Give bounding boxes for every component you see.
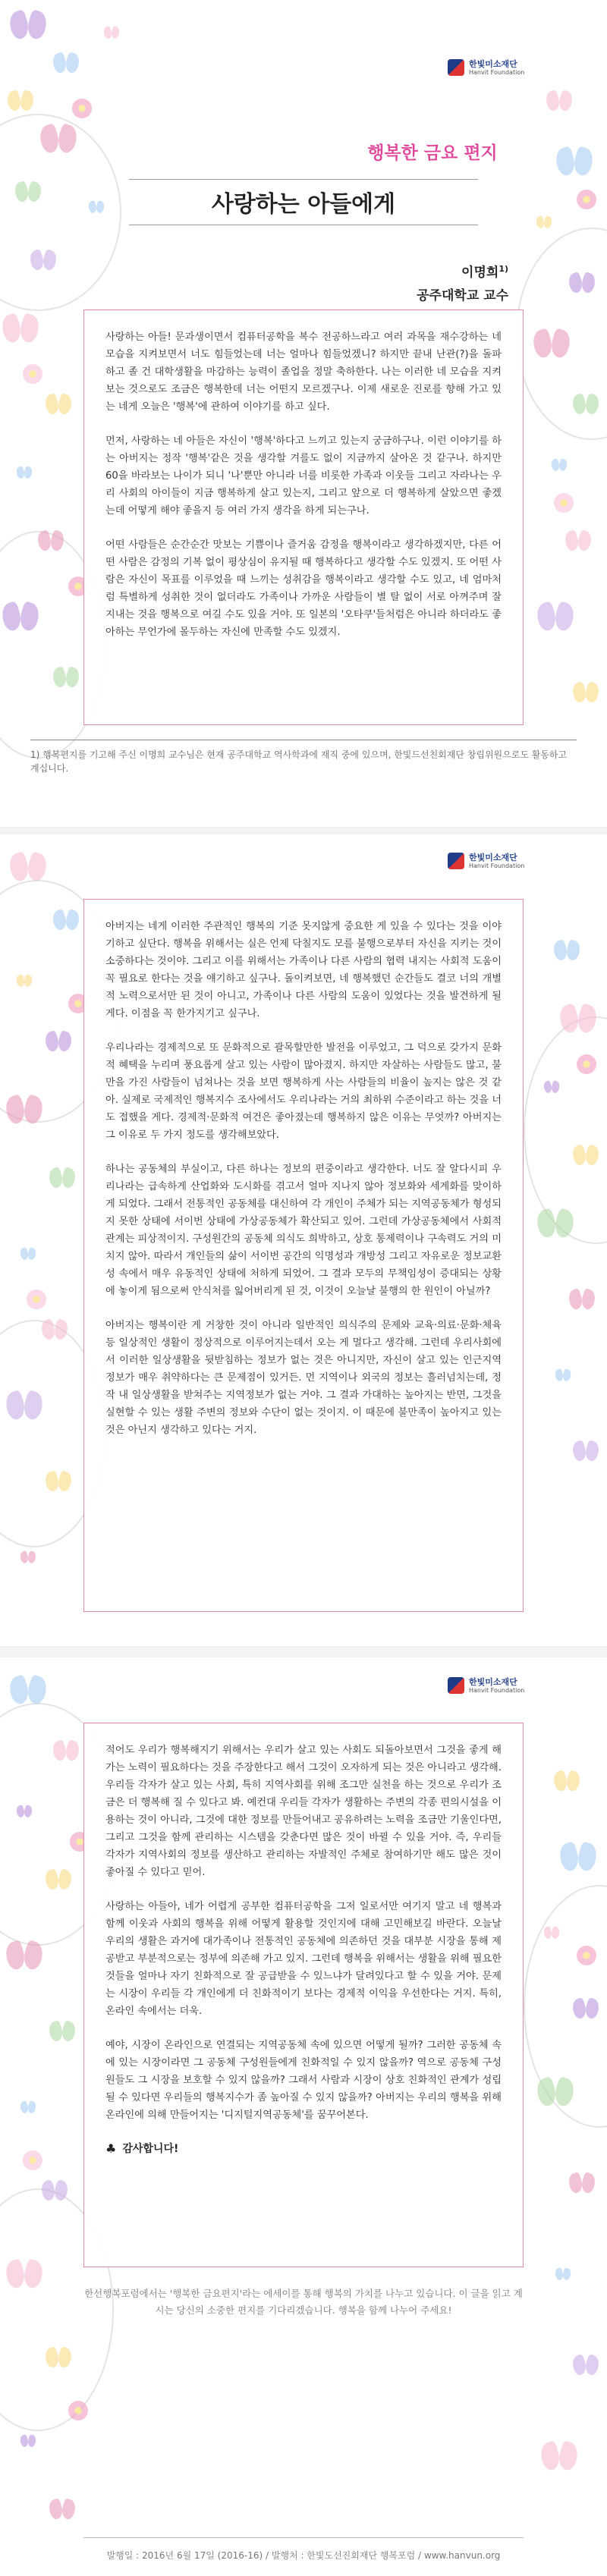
flower-icon (577, 1054, 596, 1074)
logo-name-en: Hanvit Foundation (469, 68, 525, 76)
butterfly-icon (555, 1369, 571, 1381)
butterfly-icon (544, 1927, 559, 1939)
butterfly-icon (2, 315, 39, 342)
butterfly-icon (20, 2101, 36, 2113)
letter-body-box (83, 899, 524, 1612)
butterfly-icon (8, 91, 33, 111)
title-top-rule (129, 179, 478, 180)
footnote-mark: 1) (498, 264, 508, 274)
butterfly-icon (49, 2022, 75, 2041)
butterfly-icon (554, 1771, 580, 1791)
butterfly-icon (42, 2181, 68, 2201)
logo-name-en: Hanvit Foundation (469, 862, 525, 869)
foundation-logo (448, 1673, 577, 1698)
author-affiliation: 공주대학교 교수 (417, 287, 508, 303)
author-name: 이명희 (461, 265, 499, 281)
logo-name-en: Hanvit Foundation (469, 1686, 525, 1694)
butterfly-icon (546, 91, 572, 111)
butterfly-icon (49, 2499, 75, 2519)
foundation-logo-icon (448, 1677, 464, 1694)
foundation-logo-icon (448, 853, 464, 869)
butterfly-icon (537, 1210, 574, 1237)
butterfly-icon (2, 603, 39, 630)
butterfly-icon (20, 1551, 36, 1563)
butterfly-icon (560, 1843, 596, 1871)
logo-name-ko: 한빛미소재단 (469, 1676, 517, 1687)
butterfly-icon (573, 2355, 599, 2375)
flower-icon (554, 493, 574, 513)
butterfly-icon (536, 216, 552, 228)
butterfly-icon (10, 11, 46, 39)
butterfly-icon (20, 2435, 36, 2447)
butterfly-icon (89, 201, 104, 213)
paragraph: 우리나라는 경제적으로 또 문화적으로 괄목할만한 발전을 이루었고, 그 덕으로 갖가지 문화적 혜택을 누리며 풍요롭게 살고 있는 사람이 많아졌지. 하지만 자살하는 사람들도 많고, 불만을 가진 사람들이 넘쳐나는 것을 보면 행복하게 사는 사람들의 비율이 높지는 않은 것 같아. 실제로 국제적인 행복지수 조사에서도 우리나라는 거의 최하위 수준이라고 하는 것을 너도 접했을 게다. 경제적·문화적 여건은 좋아졌는데 행복하지 않은 이유는 무엇까? 아버지는 그 이유로 두 가지 정도를 생각해보았다. (105, 1042, 502, 1141)
paragraph: 사랑하는 아들! 문과생이면서 컴퓨터공학을 복수 전공하느라고 여러 과목을 재수강하는 네 모습을 지켜보면서 너도 힘들었는데 너는 얼마나 힘들었겠니? 하지만 끝내 난관(?)을 돌파하고 졸 건 대학생활을 마감하는 능력이 졸업을 정말 축하한다. 나는 이러한 네 모습을 지켜보는 것으로도 조금은 행복한데 너는 어떤지 모르겠구나. 이제 새로운 진로를 향해 가고 있는 네게 오늘은 '행복'에 관하여 이야기를 하고 싶다. (105, 331, 502, 413)
butterfly-icon (49, 1168, 75, 1188)
butterfly-icon (6, 1392, 42, 1419)
butterfly-icon (40, 125, 77, 152)
butterfly-icon (30, 250, 56, 270)
letter-page-1 (0, 0, 607, 827)
butterfly-icon (42, 1320, 68, 1340)
thanks-text: 감사합니다! (122, 2143, 179, 2155)
butterfly-icon (533, 330, 570, 357)
flower-icon (577, 1946, 596, 1965)
closing-message: 한선행복포럼에서는 '행복한 금요편지'라는 에세이를 통해 행복의 가치를 나누고 있습니다. 이 글을 읽고 계시는 당신의 소중한 편지를 기다리겠습니다. 행복을 함께 나누어 주세요! (84, 2288, 523, 2316)
butterfly-icon (53, 1741, 79, 1761)
flower-icon (68, 2401, 88, 2420)
flower-icon (27, 1290, 46, 1309)
letter-body-box (83, 309, 524, 725)
butterfly-icon (544, 1081, 559, 1093)
page-title: 사랑하는 아들에게 (211, 191, 396, 218)
butterfly-icon (6, 1942, 42, 1969)
butterfly-icon (569, 1290, 595, 1309)
butterfly-icon (573, 1441, 599, 1461)
publish-rule (83, 2537, 524, 2538)
butterfly-icon (46, 394, 71, 414)
spade-icon: ♣ (105, 2141, 117, 2156)
series-title: 행복한 금요 편지 (367, 143, 498, 163)
butterfly-icon (554, 941, 580, 960)
butterfly-icon (537, 603, 574, 630)
paragraph: 아버지는 네게 이러한 주관적인 행복의 기준 못지않게 중요한 게 있을 수 있다는 것을 이야기하고 싶단다. 행복을 위해서는 실은 언제 닥칠지도 모를 불행으로부터 자신을 지키는 것이 소중하다는 것이야. 그리고 이를 위해서는 가족이나 다른 사람의 협력 내지는 사회적 도움이 꼭 필요로 한다는 것을 얘기하고 싶구나. 돌이켜보면, 네 행복했던 순간들도 결코 너의 개별적 노력으로서만 된 것이 아니고, 가족이나 다른 사람의 도움이 있었다는 것을 발견하게 될 게다. 이점을 꼭 한가지기고 싶구나. (105, 921, 502, 1019)
butterfly-icon (537, 2078, 574, 2106)
foundation-logo-icon (448, 59, 464, 76)
foundation-logo (448, 55, 577, 80)
logo-name-ko: 한빛미소재단 (469, 852, 517, 862)
butterfly-icon (46, 1870, 71, 1890)
butterfly-icon (53, 668, 79, 687)
foundation-logo (448, 848, 577, 874)
page-divider (0, 1646, 607, 1657)
butterfly-icon (6, 1096, 42, 1123)
butterfly-icon (53, 910, 79, 930)
flower-icon (23, 364, 42, 384)
butterfly-icon (565, 531, 591, 551)
paragraph: 적어도 우리가 행복해지기 위해서는 우리가 살고 있는 사회도 되돌아보면서 그것을 좋게 해가는 노력이 필요하다는 것을 주장한다고 해서 그것이 오자하게 되는 것은 아니라고 생각해. 우리들 각자가 살고 있는 사회, 특히 지역사회를 위해 조그만 실천을 하는 것으로 우리가 조금은 더 행복해 질 수 있다고 봐. 예컨대 우리들 각자가 생활하는 주변의 각종 편의시설을 이용하는 것이 아니라, 그것에 대한 정보를 만들어내고 공유하려는 노력을 조금만 기울인다면, 그리고 그것을 함께 관리하는 시스템을 갖춘다면 많은 것이 바뀔 수 있을 거야. 즉, 우리들 각자가 지역사회의 정보를 생산하고 관리하는 자발적인 주체로 참여하기만 해도 많은 것이 좋아질 수 있다고 믿어. (105, 1745, 502, 1878)
footnote: 1) 행복편지를 기고해 주신 이명희 교수님은 현재 공주대학교 역사학과에 재직 중에 있으며, 한빛드선친회재단 창립위원으로도 활동하고 계십니다. (30, 740, 577, 775)
letter-page-2 (0, 834, 607, 1646)
butterfly-icon (10, 853, 46, 881)
butterfly-icon (573, 1145, 599, 1165)
butterfly-icon (104, 27, 119, 39)
flower-icon (23, 2150, 42, 2170)
butterfly-icon (569, 2173, 595, 2193)
flower-icon (72, 99, 92, 118)
paragraph: 사랑하는 아들아, 네가 어렵게 공부한 컴퓨터공학을 그저 일로서만 여기지 말고 네 행복과 함께 이웃과 사회의 행복을 위해 어떻게 활용할 것인지에 대해 고민해보길 바란다. 오늘날 우리의 생활은 과거에 대가족이나 전통적인 공동체에 의존하던 것을 대부분 시장을 통해 제공받고 부분적으로는 정부에 의존해 가고 있지. 그런데 행복을 위해서는 생활을 위해 필요한 것들을 얼마나 자기 친화적으로 잘 공급받을 수 있느냐가 달려있다고 할 수 있을 거야. 문제는 시장이 우리들 각 개인에게 더 친화적이기 보다는 경제적 이익을 우선한다는 거지. 특히, 온라인 속에서는 더욱. (105, 1901, 502, 2017)
butterfly-icon (552, 459, 567, 471)
butterfly-icon (541, 2442, 577, 2470)
butterfly-icon (569, 273, 595, 293)
butterfly-icon (15, 182, 41, 202)
butterfly-icon (560, 1005, 596, 1032)
butterfly-icon (17, 975, 32, 987)
thanks-line (105, 2141, 502, 2156)
butterfly-icon (53, 53, 79, 73)
butterfly-icon (573, 1999, 599, 2018)
butterfly-icon (10, 1676, 46, 1704)
letter-body-box (83, 1723, 524, 2267)
letter-page-3 (0, 1657, 607, 2576)
butterfly-icon (555, 2268, 571, 2280)
paragraph: 먼저, 사랑하는 네 아들은 자신이 '행복'하다고 느끼고 있는지 궁금하구나. 이런 이야기를 하는 아버지는 정작 '행복'같은 것을 생각할 겨를도 없이 지금까지 살아온 것 같구나. 하지만 60을 바라보는 나이가 되니 '나'뿐만 아니라 너를 비롯한 가족과 이웃들 그리고 자라나는 우리 사회의 아이들이 지금 행복하게 살고 있는지, 그리고 앞으로 더 행복하게 살았으면 좋겠는데 어떻게 해야 좋을지 등 여러 가지 생각을 하게 되는구나. (105, 435, 502, 517)
butterfly-icon (46, 1032, 71, 1051)
paragraph: 어떤 사람들은 순간순간 맛보는 기쁨이나 즐거움 감정을 행복이라고 생각하겠지만, 다른 어떤 사람은 감정의 기복 없이 평상심이 유지될 때 행복하다고 생각할 수도 있겠지. 또 어떤 사람은 자신이 목표를 이루었을 때 느끼는 성취감을 행복이라고 생각할 수도 있고, 네 엄마처럼 특별하게 성취한 것이 없더라도 가족이나 가까운 사람들이 별 탈 없이 서로 아껴주며 잘 지내는 것을 행복으로 여길 수도 있을 거야. 또 일본의 '오타쿠'들처럼은 아니라 하더라도 좋아하는 무언가에 몰두하는 자신에 만족할 수도 있겠지. (105, 539, 502, 638)
butterfly-icon (17, 467, 32, 479)
butterfly-icon (573, 683, 599, 702)
publish-info: 발행일 : 2016년 6월 17일 (2016-16) / 발행처 : 한빛도선진회재단 행복포럼 / www.hanvun.org (106, 2550, 501, 2561)
butterfly-icon (38, 531, 64, 551)
butterfly-icon (46, 2348, 71, 2367)
butterfly-icon (556, 148, 593, 175)
logo-name-ko: 한빛미소재단 (469, 58, 517, 69)
butterfly-icon (17, 1805, 32, 1817)
butterfly-icon (20, 1248, 36, 1260)
flower-icon (577, 190, 596, 209)
author-block (417, 258, 508, 307)
butterfly-icon (573, 394, 599, 414)
paragraph: 아버지는 행복이란 게 거창한 것이 아니라 일반적인 의식주의 문제와 교육·의료·문화·체육 등 일상적인 생활이 정상적으로 이루어지는데서 오는 게 멀다고 생각해. 그런데 우리사회에서 이러한 일상생활을 뒷받침하는 정보가 없는 것은 아니지만, 자신이 살고 있는 인근지역 정보가 매우 취약하다는 큰 문제점이 있거든. 먼 지역이나 외국의 정보는 흘러넘치는데, 정작 내 일상생활을 받쳐주는 지역정보가 없는 거야. 그 결과 가대하는 높아지는 반면, 그것을 실현할 수 있는 생활 주변의 정보와 수단이 없는 것이지. 이 때문에 불만족이 높아지고 있는 것은 아닌지 생각하고 있다는 거지. (105, 1320, 502, 1436)
paragraph: 예야, 시장이 온라인으로 연결되는 지역공동체 속에 있으면 어떻게 될까? 그러한 공동체 속에 있는 시장이라면 그 공동체 구성원들에게 친화적일 수 있지 않을까? 역으로 공동체 구성원들도 그 시장을 보호할 수 있지 않을까? 그래서 사람과 시장이 상호 친화적인 관계가 성립될 수 있다면 우리들의 행복지수가 좀 높아질 수 있지 않을까? 아버지는 우리의 행복을 위해 온라인에 의해 만들어지는 '디지털지역공동체'를 꿈꾸어본다. (105, 2040, 502, 2121)
butterfly-icon (46, 1472, 71, 1491)
butterfly-icon (6, 2260, 42, 2288)
paragraph: 하나는 공동체의 부실이고, 다른 하나는 정보의 편중이라고 생각한다. 너도 잘 알다시피 우리나라는 급속하게 산업화와 도시화를 겪고서 얼마 지나지 않아 정보화와 세계화를 맞이하게 되었다. 그래서 전통적인 공동체를 대신하여 각 개인이 주체가 되는 지역공동체가 형성되지 못한 상태에 서이번 상태에 가상공동체가 확산되고 있어. 그런데 가상공동체에서 사회적 관계는 피상적이지. 구성원간의 공동체 의식도 희박하고, 상호 통제력이나 구속력도 거의 미치지 않아. 따라서 개인들의 삶이 서이번 공간의 익명성과 개방성 그리고 자유로운 정보교환성 속에서 매우 유동적인 상태에 처하게 되었어. 그 결과 모두의 무책임성이 증대되는 상황에 놓이게 됨으로써 안식처를 잃어버리게 된 것, 이것이 오늘날 불행의 한 원인이 아닐까? (105, 1164, 502, 1297)
